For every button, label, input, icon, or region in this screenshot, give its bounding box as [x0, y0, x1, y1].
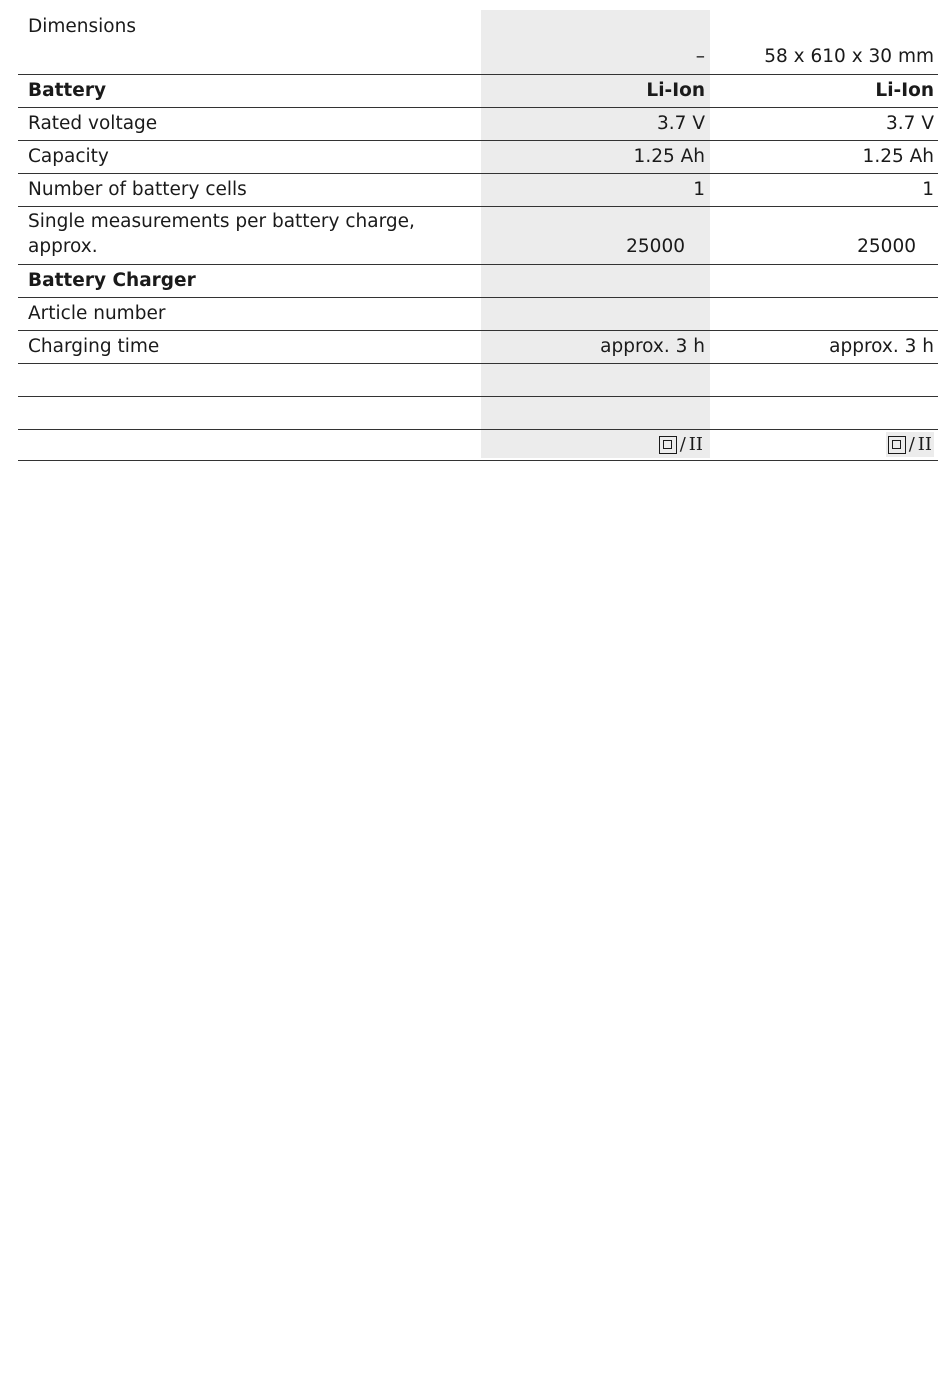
section-heading: Battery Charger: [28, 270, 196, 291]
row-value-2: 1.25 Ah: [862, 146, 934, 167]
spec-table: [18, 10, 938, 461]
double-insulation-icon: [888, 436, 906, 454]
row-value-1: 1.25 Ah: [633, 146, 705, 167]
row-label: Dimensions: [28, 16, 136, 37]
table-row: [18, 174, 938, 207]
row-label: Charging time: [28, 336, 160, 357]
table-row-protection-class: [18, 430, 938, 461]
protection-separator: /: [908, 434, 915, 455]
row-value-1: Li-Ion: [646, 80, 705, 101]
protection-class-symbol: [657, 432, 705, 457]
row-value-2: Li-Ion: [875, 80, 934, 101]
table-row: [18, 207, 938, 265]
table-row: [18, 298, 938, 331]
table-row: [18, 397, 938, 430]
protection-class-roman: II: [917, 434, 932, 455]
row-value-2: 58 x 610 x 30 mm: [764, 46, 934, 67]
row-value-2: 25000: [857, 236, 916, 257]
protection-class-roman: II: [688, 434, 703, 455]
row-value-1: –: [695, 46, 705, 67]
row-value-1: 1: [693, 179, 705, 200]
row-label: Number of battery cells: [28, 179, 247, 200]
table-row: [18, 364, 938, 397]
row-label: Capacity: [28, 146, 109, 167]
row-value-2: [886, 432, 934, 461]
row-value-1: [657, 432, 705, 461]
table-row: [18, 10, 938, 75]
row-value-2: 1: [922, 179, 934, 200]
double-insulation-icon: [659, 436, 677, 454]
table-row: [18, 75, 938, 108]
row-value-1: approx. 3 h: [600, 336, 705, 357]
table-row: [18, 265, 938, 298]
row-value-1: 25000: [626, 236, 685, 257]
protection-class-symbol: [886, 432, 934, 457]
table-row: [18, 141, 938, 174]
row-value-2: 3.7 V: [886, 113, 934, 134]
row-label: Rated voltage: [28, 113, 158, 134]
row-label: Single measurements per battery charge, approx.: [28, 211, 415, 257]
row-label: Article number: [28, 303, 166, 324]
row-value-1: 3.7 V: [657, 113, 705, 134]
table-row: [18, 331, 938, 364]
section-heading: Battery: [28, 80, 107, 101]
protection-separator: /: [679, 434, 686, 455]
table-row: [18, 108, 938, 141]
row-value-2: approx. 3 h: [829, 336, 934, 357]
